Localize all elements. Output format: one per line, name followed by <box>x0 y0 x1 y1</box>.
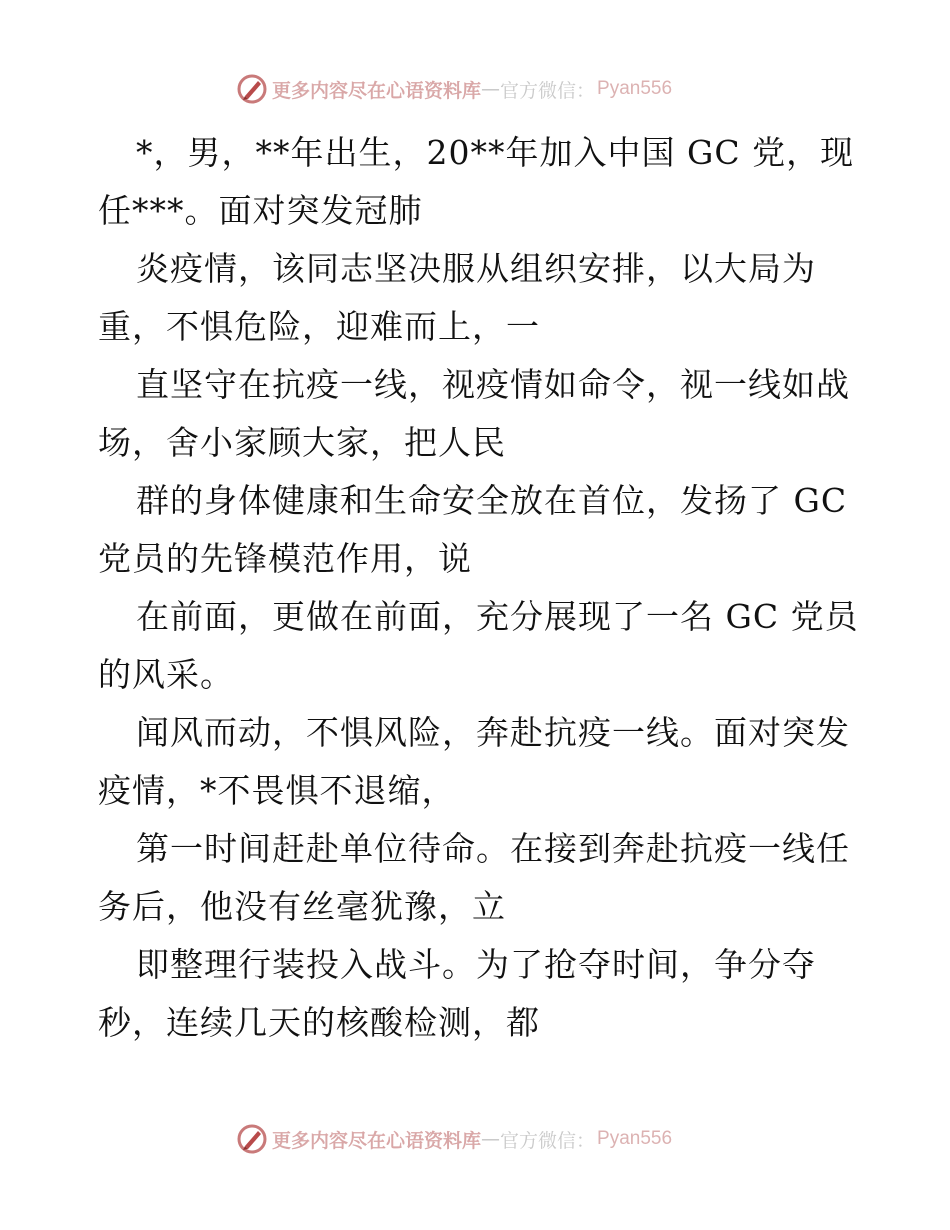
text-line: 群的身体健康和生命安全放在首位，发扬了 GC <box>136 481 848 520</box>
watermark-wechat-id: Pyan556 <box>597 78 673 99</box>
text-line: 场，舍小家顾大家，把人民 <box>98 423 506 462</box>
text-line: 炎疫情，该同志坚决服从组织安排，以大局为 <box>136 249 816 288</box>
document-body <box>98 124 858 1052</box>
text-line: 任***。面对突发冠肺 <box>98 191 423 230</box>
text-line: 党员的先锋模范作用，说 <box>98 539 472 578</box>
watermark-official-label: 官方微信： <box>500 1129 596 1152</box>
text-line: 第一时间赶赴单位待命。在接到奔赴抗疫一线任 <box>136 829 850 868</box>
watermark-main-text: 更多内容尽在心语资料库 <box>272 1129 482 1152</box>
watermark-separator: — <box>481 78 501 100</box>
text-line: 重，不惧危险，迎难而上，一 <box>98 307 540 346</box>
text-line: 即整理行装投入战斗。为了抢夺时间，争分夺 <box>136 945 816 984</box>
text-line: 闻风而动，不惧风险，奔赴抗疫一线。面对突发 <box>136 713 850 752</box>
pen-logo-icon <box>236 1123 268 1155</box>
text-line: 直坚守在抗疫一线，视疫情如命令，视一线如战 <box>136 365 850 404</box>
watermark-separator: — <box>481 1128 501 1150</box>
text-line: 的风采。 <box>98 655 234 694</box>
text-line: 秒，连续几天的核酸检测，都 <box>98 1003 540 1042</box>
text-line: 在前面，更做在前面，充分展现了一名 GC 党员 <box>136 597 859 636</box>
watermark-wechat-id: Pyan556 <box>597 1128 673 1149</box>
footer-watermark <box>236 1122 736 1156</box>
header-watermark <box>236 72 736 106</box>
watermark-main-text: 更多内容尽在心语资料库 <box>272 79 482 102</box>
text-line: 务后，他没有丝毫犹豫，立 <box>98 887 506 926</box>
text-line: 疫情，*不畏惧不退缩， <box>98 771 456 810</box>
pen-logo-icon <box>236 73 268 105</box>
watermark-official-label: 官方微信： <box>500 79 596 102</box>
text-line: *，男，**年出生，20**年加入中国 GC 党，现 <box>136 133 855 172</box>
